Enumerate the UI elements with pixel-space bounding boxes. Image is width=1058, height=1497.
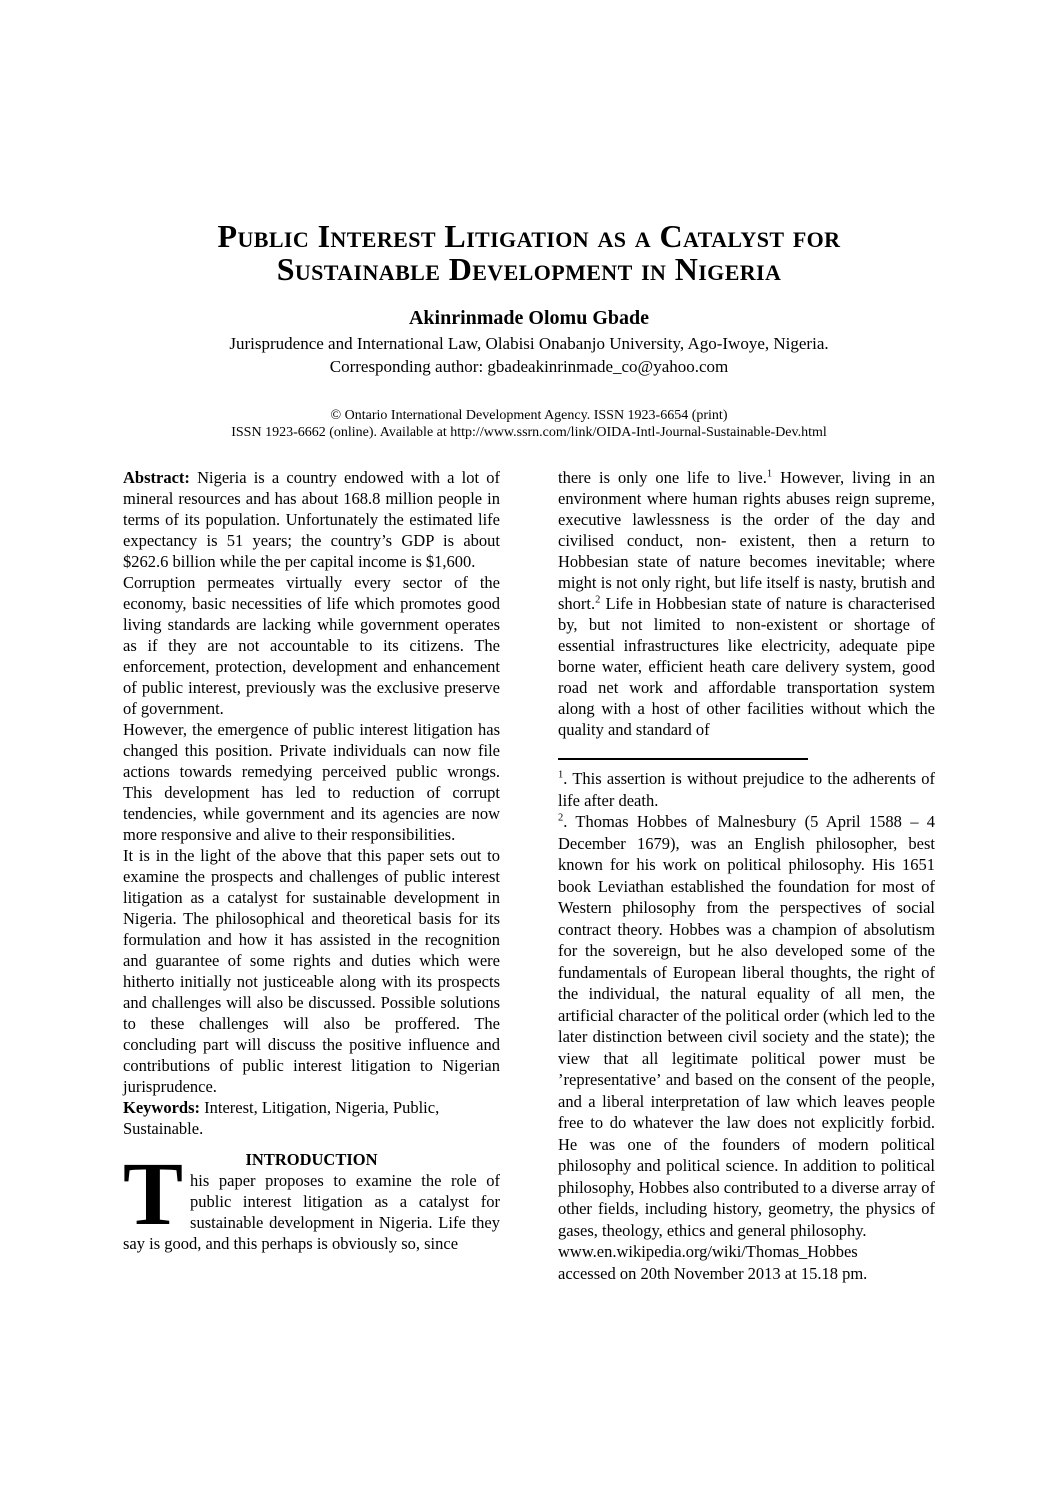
- corresponding-author: Corresponding author: gbadeakinrinmade_co@yahoo.com: [329, 357, 729, 376]
- abstract-paragraph-1: [123, 467, 500, 572]
- copyright-line: © Ontario International Development Agency. ISSN 1923-6654 (print): [330, 408, 728, 423]
- author-name: Akinrinmade Olomu Gbade: [408, 307, 650, 329]
- issn-availability-line: ISSN 1923-6662 (online). Available at http://www.ssrn.com/link/OIDA-Intl-Journal-Sustainable-Dev.html: [231, 424, 827, 440]
- drop-cap: T: [123, 1145, 184, 1244]
- footnote-1-text: . This assertion is without prejudice to the adherents of life after death.: [558, 769, 935, 810]
- body-paragraph: [558, 467, 935, 740]
- body-text-1: there is only one life to live.: [558, 468, 767, 487]
- abstract-paragraph-3: However, the emergence of public interest litigation has changed this position. Private individuals can now file actions towards remedying perceived public wrongs. This development has led to reduction of corrupt tendencies, while government and its agencies are now more responsive and alive to their responsibilities.: [123, 720, 500, 844]
- footnote-ref-1: 1: [766, 468, 773, 480]
- section-heading-introduction: INTRODUCTION: [245, 1150, 378, 1169]
- abstract-label: Abstract:: [123, 468, 190, 487]
- title-line-1: Public Interest Litigation as a Catalyst for: [217, 218, 841, 254]
- body-text-2: However, living in an environment where human rights abuses reign supreme, executive lawlessness is the order of the day and civilised conduct, non- existent, then a return to Hobbesian state of nature becomes inevitable; where might is not only right, but life itself is nasty, brutish and short.: [558, 468, 935, 613]
- footnote-1: [558, 768, 935, 811]
- affiliation: Jurisprudence and International Law, Olabisi Onabanjo University, Ago-Iwoye, Nigeria.: [229, 334, 829, 353]
- footnote-separator: [558, 758, 808, 760]
- footnote-1-mark: 1: [558, 769, 564, 781]
- right-column: [558, 467, 935, 1284]
- left-column: [123, 467, 500, 1254]
- paper-header: [0, 0, 1058, 441]
- footnote-2-mark: 2: [558, 812, 564, 824]
- keywords-label: Keywords:: [123, 1098, 200, 1117]
- page-title: [0, 220, 1058, 286]
- footnote-2-text: . Thomas Hobbes of Malnesbury (5 April 1588 – 4 December 1679), was an English philosopher, best known for his work on political philosophy. His 1651 book Leviathan established the foundation for most of Western philosophy from the perspectives of social contract theory. Hobbes was a champion of absolutism for the sovereign, but he also developed some of the fundamentals of European liberal thoughts, the right of the individual, the natural equality of all men, the artificial character of the political order (which led to the later distinction between civil society and the state); the view that all legitimate political power must be ’representative’ and based on the consent of the people, and a liberal interpretation of law which leaves people free to do whatever the law does not explicitly forbid. He was one of the founders of modern political philosophy and political science. In addition to political philosophy, Hobbes also contributed to a diverse array of other fields, including history, geometry, the physics of gases, theology, ethics and general philosophy.: [558, 812, 935, 1240]
- abstract-paragraph-4: It is in the light of the above that this paper sets out to examine the prospects and challenges of public interest litigation as a catalyst for sustainable development in Nigeria. The philosophical and theoretical basis for its formulation and how it has assisted in the recognition and guarantee of some rights and duties which were hitherto initially not justiceable along with its prospects and challenges will also be discussed. Possible solutions to these challenges will also be proffered. The concluding part will discuss the positive influence and contributions of public interest litigation to Nigerian jurisprudence.: [123, 846, 500, 1096]
- abstract-paragraph-2: Corruption permeates virtually every sector of the economy, basic necessities of life which promotes good living standards are lacking while government operates as if they are not accountable to its citizens. The enforcement, protection, development and enhancement of public interest, previously was the exclusive preserve of government.: [123, 573, 500, 718]
- body-text-3: Life in Hobbesian state of nature is characterised by, but not limited to non-existent or shortage of essential infrastructures like electricity, adequate pipe borne water, efficient heath care delivery system, good road net work and affordable transportation system along with a host of other facilities without which the quality and standard of: [558, 594, 935, 739]
- footnote-2: [558, 811, 935, 1241]
- abstract-text: Nigeria is a country endowed with a lot of mineral resources and has about 168.8 million people in terms of its population. Unfortunately the estimated life expectancy is 51 years; the country’s GDP is about $262.6 billion while the per capital income is $1,600.: [123, 468, 500, 571]
- footnote-accessed: accessed on 20th November 2013 at 15.18 pm.: [558, 1263, 868, 1283]
- keywords-line: [123, 1097, 500, 1139]
- two-column-body: [123, 467, 935, 1284]
- footnote-ref-2: 2: [595, 594, 601, 606]
- title-line-2: Sustainable Development in Nigeria: [276, 251, 782, 287]
- intro-text: his paper proposes to examine the role of public interest litigation as a catalyst for sustainable development in Nigeria. Life they say is good, and this perhaps is obviously so, since: [123, 1171, 500, 1253]
- publisher-block: [0, 408, 1058, 441]
- keywords-text: Interest, Litigation, Nigeria, Public, Sustainable.: [123, 1098, 440, 1138]
- footnotes-block: [558, 768, 935, 1284]
- footnote-url: www.en.wikipedia.org/wiki/Thomas_Hobbes: [558, 1242, 858, 1261]
